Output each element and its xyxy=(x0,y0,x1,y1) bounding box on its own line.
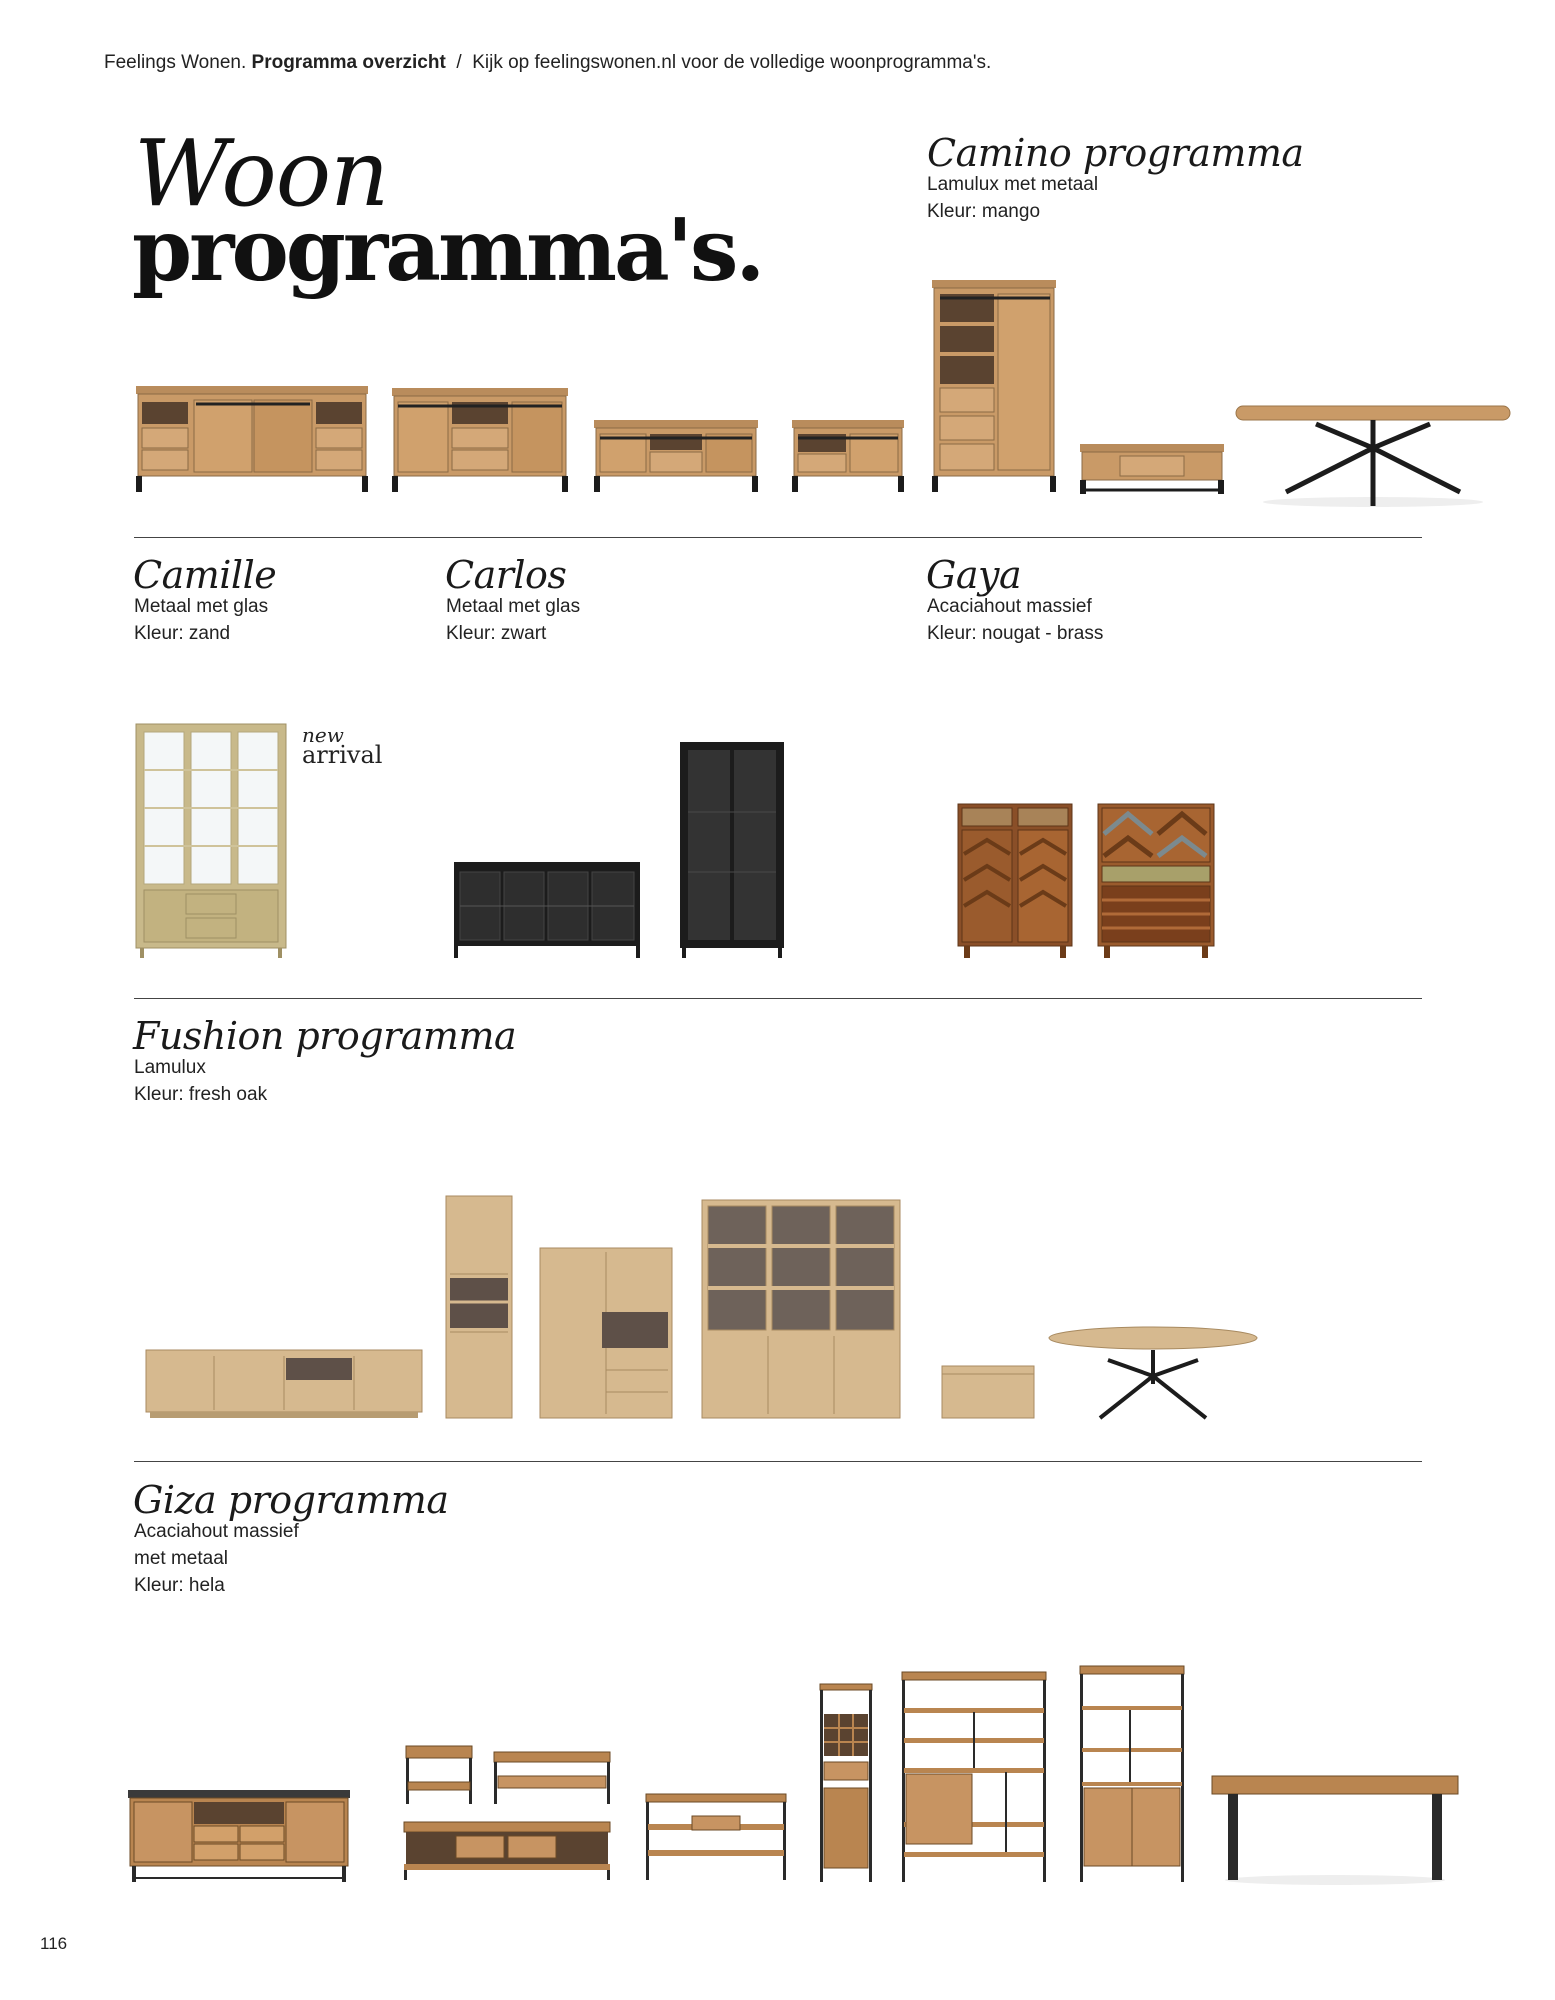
camino-title: Camino programma xyxy=(927,131,1304,175)
camille-vitrinekast xyxy=(136,724,286,958)
badge-new: new xyxy=(302,723,344,747)
camino-tv-meubel-small xyxy=(792,420,904,492)
carlos-material: Metaal met glas xyxy=(446,596,581,617)
fushion-title: Fushion programma xyxy=(133,1014,517,1058)
brand-name: Feelings Wonen. xyxy=(104,52,247,73)
camino-color: Kleur: mango xyxy=(927,201,1041,222)
section-name: Programma overzicht xyxy=(251,52,446,73)
gaya-color: Kleur: nougat - brass xyxy=(927,623,1104,644)
camille-title: Camille xyxy=(133,553,277,597)
new-arrival-badge xyxy=(302,723,383,769)
page-header xyxy=(104,52,991,74)
gaya-title: Gaya xyxy=(926,553,1022,597)
fushion-vitrinekast xyxy=(702,1200,900,1418)
camino-dressoir-medium xyxy=(392,388,568,492)
giza-bijzettafel xyxy=(406,1746,472,1804)
giza-tv-meubel xyxy=(404,1822,610,1880)
giza-wandrek-laag xyxy=(646,1794,786,1880)
section-divider-2 xyxy=(134,998,1422,999)
giza-material: Acaciahout massief xyxy=(134,1521,299,1542)
giza-material-2: met metaal xyxy=(134,1548,228,1569)
gaya-material: Acaciahout massief xyxy=(927,596,1092,617)
gaya-wijnkast xyxy=(1098,804,1214,958)
giza-dressoir xyxy=(128,1790,350,1882)
gaya-kast xyxy=(958,804,1072,958)
carlos-color: Kleur: zwart xyxy=(446,623,547,644)
giza-vakkenkast-breed xyxy=(902,1672,1046,1882)
giza-color: Kleur: hela xyxy=(134,1575,225,1596)
camino-dressoir-large xyxy=(136,386,368,492)
fushion-salontafel-rond xyxy=(1048,1326,1258,1422)
header-separator: / xyxy=(456,52,462,73)
fushion-opbergkast xyxy=(540,1248,672,1418)
fushion-kolomkast xyxy=(446,1196,512,1418)
carlos-title: Carlos xyxy=(445,553,567,597)
carlos-dressoir xyxy=(454,862,640,958)
badge-arrival: arrival xyxy=(302,741,383,769)
fushion-tv-meubel xyxy=(146,1350,422,1418)
camino-eettafel xyxy=(1236,406,1510,508)
section-divider-1 xyxy=(134,537,1422,538)
fushion-color: Kleur: fresh oak xyxy=(134,1084,268,1105)
page-title-line2: programma's. xyxy=(132,200,763,301)
camino-kast-hoog xyxy=(932,280,1056,492)
giza-title: Giza programma xyxy=(133,1478,449,1522)
header-note: Kijk op feelingswonen.nl voor de volledige woonprogramma's. xyxy=(472,52,992,73)
page-title-line1: Woon xyxy=(134,120,389,227)
fushion-material: Lamulux xyxy=(134,1057,206,1078)
camille-material: Metaal met glas xyxy=(134,596,269,617)
fushion-salontafel-vierkant xyxy=(942,1366,1034,1418)
camino-material: Lamulux met metaal xyxy=(927,174,1099,195)
giza-salontafel xyxy=(494,1752,610,1804)
camille-color: Kleur: zand xyxy=(134,623,231,644)
page-number: 116 xyxy=(40,1934,68,1953)
camino-salontafel xyxy=(1080,444,1224,494)
giza-vakkenkast-smal xyxy=(1080,1666,1184,1882)
carlos-vitrinekast xyxy=(680,742,784,958)
camino-tv-meubel-large xyxy=(594,420,758,492)
section-divider-3 xyxy=(134,1461,1422,1462)
giza-wijnrek xyxy=(820,1684,872,1882)
giza-eettafel xyxy=(1212,1776,1458,1886)
